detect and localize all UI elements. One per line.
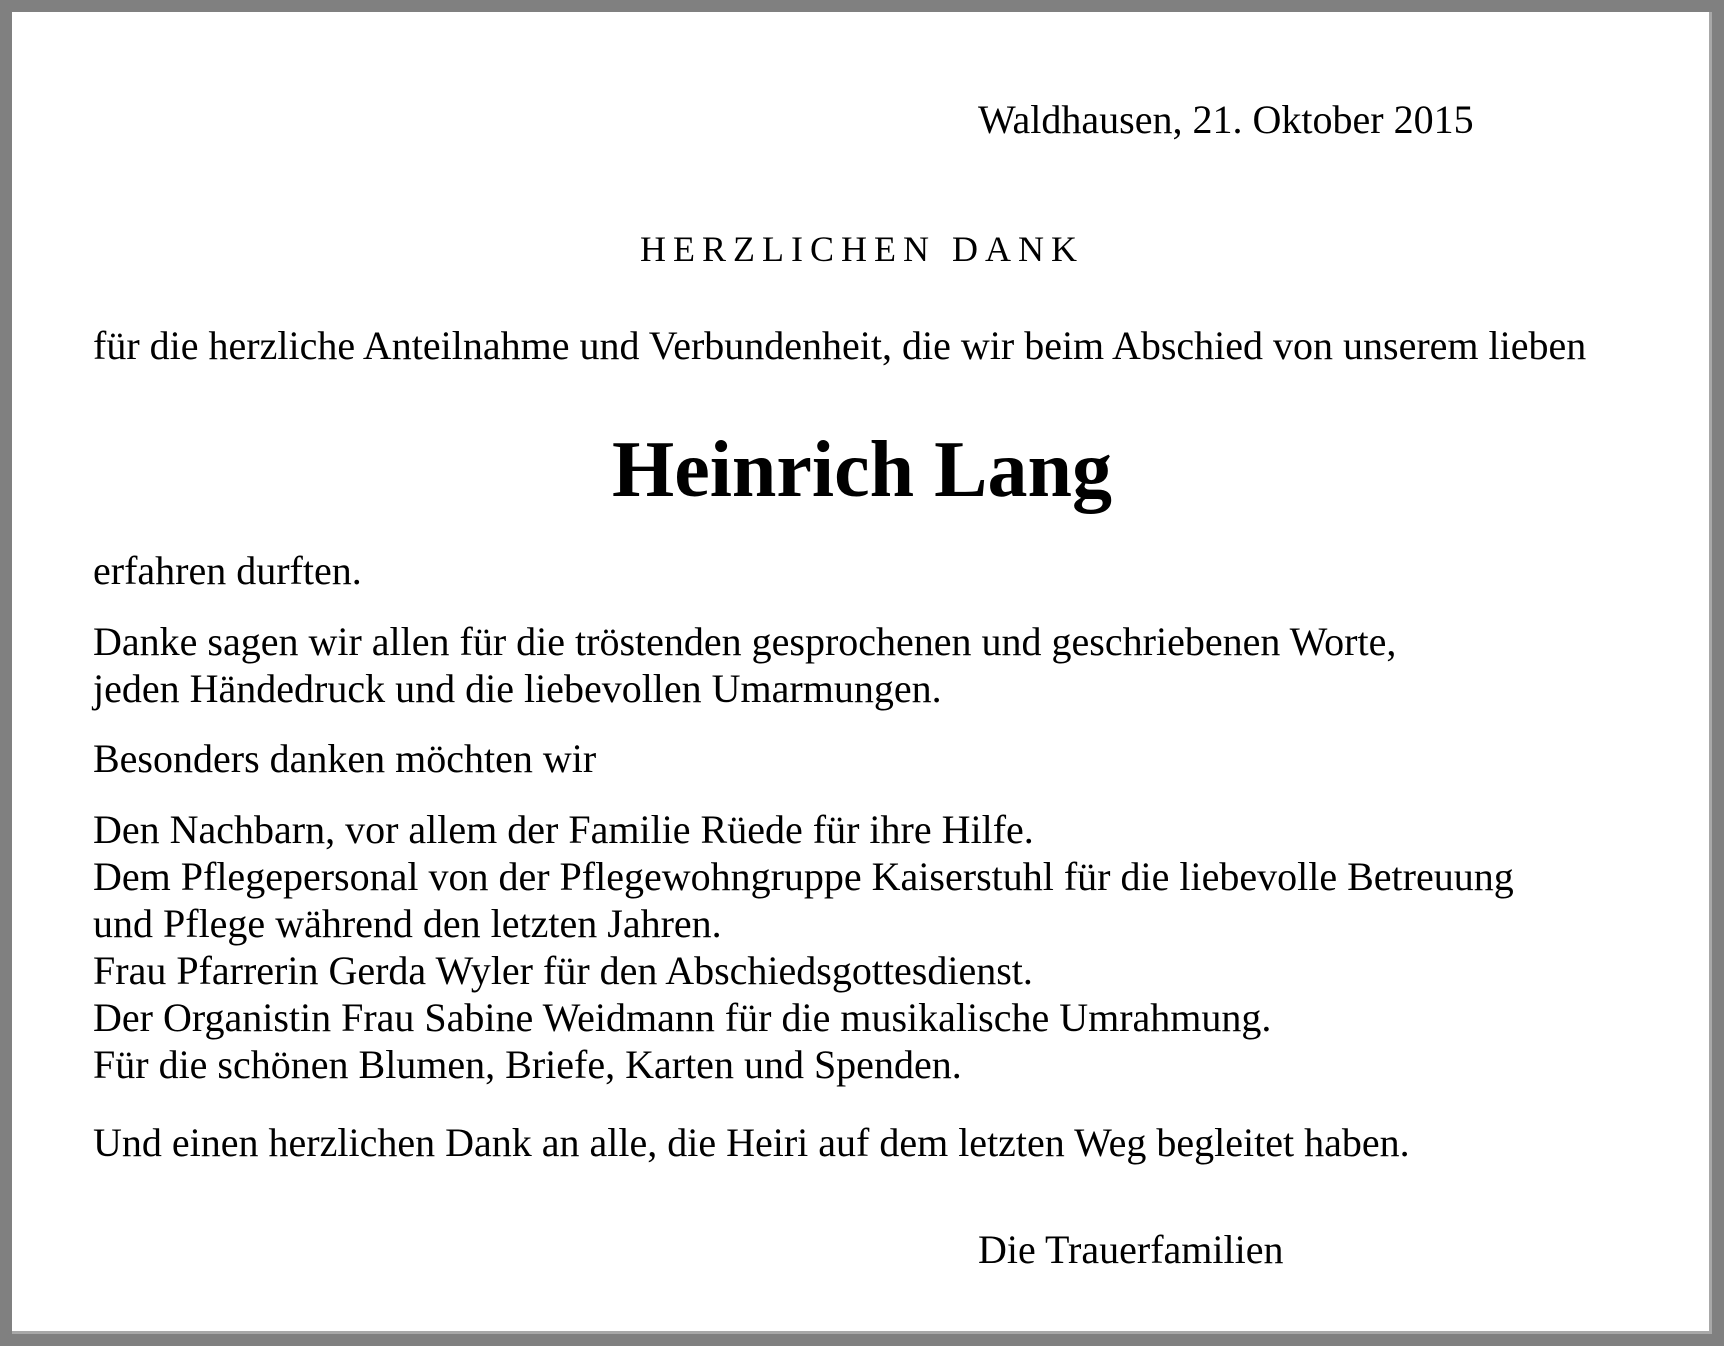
paragraph <box>93 1119 1410 1166</box>
paragraph <box>93 547 362 594</box>
paragraph-line: Und einen herzlichen Dank an alle, die Heiri auf dem letzten Weg begleitet haben. <box>93 1120 1410 1165</box>
paragraph <box>93 618 1396 712</box>
paragraph-line: Dem Pflegepersonal von der Pflegewohngruppe Kaiserstuhl für die liebevolle Betreuung <box>93 854 1514 899</box>
paragraph-line: Besonders danken möchten wir <box>93 736 597 781</box>
paragraph-line: Den Nachbarn, vor allem der Familie Rüede für ihre Hilfe. <box>93 807 1034 852</box>
place-date: Waldhausen, 21. Oktober 2015 <box>978 97 1474 142</box>
signature: Die Trauerfamilien <box>978 1227 1284 1272</box>
paragraph-line: Frau Pfarrerin Gerda Wyler für den Abschiedsgottesdienst. <box>93 948 1033 993</box>
paragraph <box>93 806 1514 1088</box>
paragraph-line: erfahren durften. <box>93 548 362 593</box>
heading: HERZLICHEN DANK <box>640 229 1084 269</box>
paragraph-line: Für die schönen Blumen, Briefe, Karten und Spenden. <box>93 1042 962 1087</box>
obituary-page <box>12 12 1712 1334</box>
paragraph-line: und Pflege während den letzten Jahren. <box>93 901 722 946</box>
paragraph-line: Der Organistin Frau Sabine Weidmann für die musikalische Umrahmung. <box>93 995 1272 1040</box>
intro-text: für die herzliche Anteilnahme und Verbundenheit, die wir beim Abschied von unserem lieben <box>93 323 1587 368</box>
deceased-name: Heinrich Lang <box>611 426 1113 514</box>
paragraph-line: jeden Händedruck und die liebevollen Umarmungen. <box>93 666 942 711</box>
paragraph-line: Danke sagen wir allen für die tröstenden gesprochenen und geschriebenen Worte, <box>93 619 1397 664</box>
paragraph <box>93 735 596 782</box>
